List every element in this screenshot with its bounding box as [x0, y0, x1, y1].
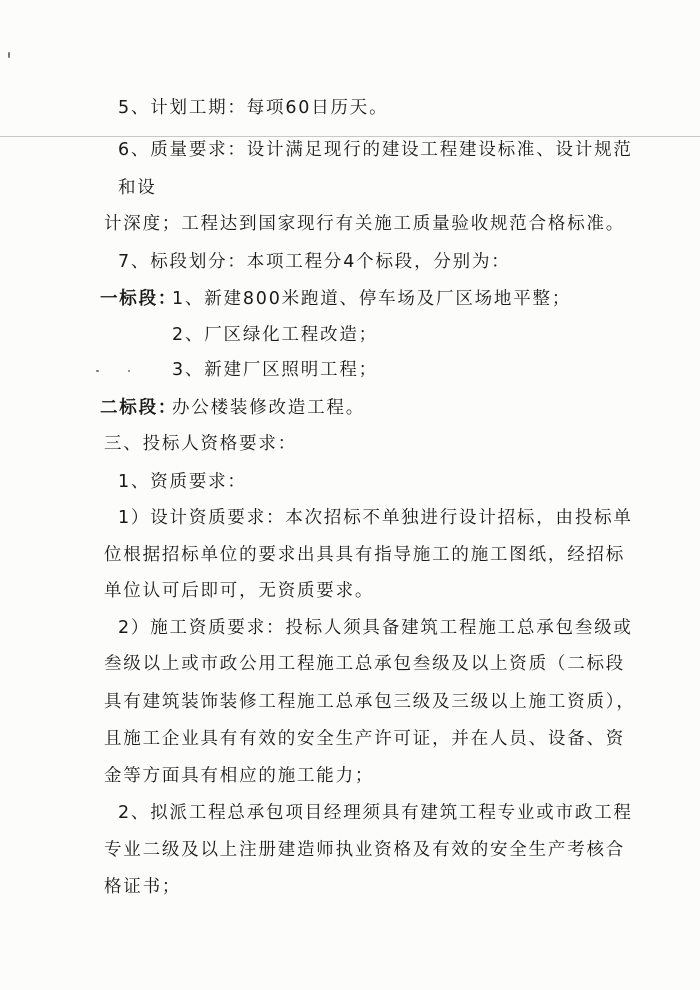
design-qualification-line: 位根据招标单位的要求出具具有指导施工的施工图纸，经招标: [104, 545, 626, 565]
lot-two-item: 办公楼装修改造工程。: [172, 398, 365, 418]
lot-one-label: 一标段：: [100, 289, 178, 309]
scan-speck: [128, 370, 130, 372]
quality-requirement-line: 计深度；工程达到国家现行有关施工质量验收规范合格标准。: [104, 214, 626, 234]
lot-two-label: 二标段：: [100, 398, 178, 418]
construction-qualification-line: 金等方面具有相应的施工能力；: [104, 766, 375, 786]
construction-qualification-line: 且施工企业具有有效的安全生产许可证，并在人员、设备、资: [104, 729, 626, 749]
design-qualification-line: 1）设计资质要求：本次招标不单独进行设计招标，由投标单: [118, 508, 633, 528]
project-manager-line: 专业二级及以上注册建造师执业资格及有效的安全生产考核合: [104, 840, 626, 860]
page-fold-line: [0, 136, 700, 137]
scan-speck: [8, 52, 10, 58]
construction-qualification-line: 具有建筑装饰装修工程施工总承包三级及三级以上施工资质），: [104, 692, 636, 712]
plan-duration-line: 5、计划工期：每项60日历天。: [118, 98, 389, 118]
lot-one-item: 1、新建800米跑道、停车场及厂区场地平整；: [172, 289, 572, 309]
construction-qualification-line: 叁级以上或市政公用工程施工总承包叁级及以上资质（二标段: [104, 654, 626, 674]
section-heading: 三、投标人资格要求：: [104, 434, 297, 454]
lot-one-item: 3、新建厂区照明工程；: [172, 360, 378, 380]
quality-requirement-line: 和设: [118, 178, 157, 198]
quality-requirement-line: 6、质量要求：设计满足现行的建设工程建设标准、设计规范: [118, 140, 633, 160]
design-qualification-line: 单位认可后即可，无资质要求。: [104, 581, 375, 601]
scan-speck: [96, 370, 99, 372]
section-division-line: 7、标段划分：本项工程分4个标段，分别为：: [118, 252, 511, 272]
construction-qualification-line: 2）施工资质要求：投标人须具备建筑工程施工总承包叁级或: [118, 618, 633, 638]
project-manager-line: 格证书；: [104, 877, 182, 897]
lot-one-item: 2、厂区绿化工程改造；: [172, 325, 378, 345]
subsection-heading: 1、资质要求：: [118, 472, 247, 492]
project-manager-line: 2、拟派工程总承包项目经理须具有建筑工程专业或市政工程: [118, 803, 633, 823]
